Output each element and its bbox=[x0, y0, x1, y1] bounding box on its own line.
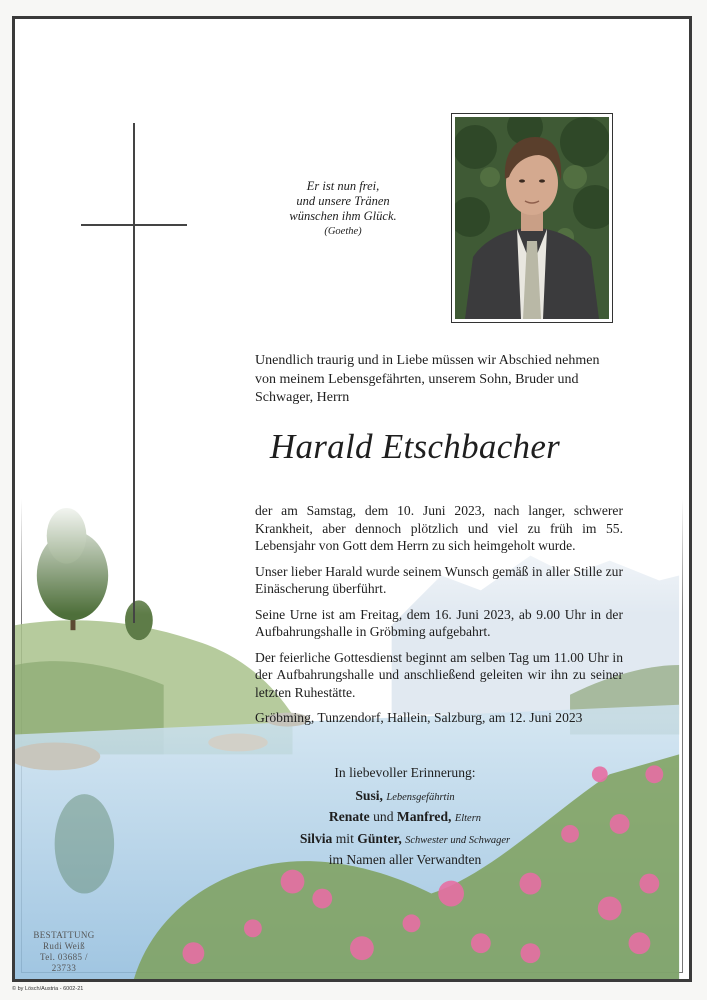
announcement-body bbox=[255, 502, 623, 735]
cross-vertical bbox=[133, 123, 135, 623]
paragraph-cremation: Unser lieber Harald wurde seinem Wunsch gemäß in aller Stille zur Einäscherung überführt. bbox=[255, 563, 623, 596]
mourner-3-role: Schwester und Schwager bbox=[405, 834, 511, 846]
mourner-2-name1: Renate bbox=[328, 809, 370, 824]
mourner-1-name: Susi, bbox=[355, 787, 383, 803]
mourner-3 bbox=[255, 829, 555, 851]
mourner-3-name2: Günter, bbox=[357, 830, 402, 846]
remembrance-section bbox=[255, 763, 555, 870]
mourner-3-name1: Silvia bbox=[299, 830, 333, 846]
undertaker-stamp bbox=[29, 930, 99, 974]
obituary-card bbox=[12, 16, 692, 982]
copyright-note: © by Lösch/Austria - 6002-21 bbox=[12, 986, 84, 992]
portrait-photo bbox=[451, 113, 613, 323]
mourner-2-name2: Manfred, bbox=[396, 809, 452, 824]
undertaker-line-2: Rudi Weiß bbox=[43, 941, 85, 951]
mourner-2-role: Eltern bbox=[454, 813, 482, 824]
quote-line-3: wünschen ihm Glück. bbox=[289, 209, 397, 223]
remembrance-closing: im Namen aller Verwandten bbox=[328, 852, 482, 867]
intro-text: Unendlich traurig und in Liebe müssen wir Abschied nehmen von meinem Lebensgefährten, unserem Sohn, Bruder und Schwager, Herrn bbox=[255, 353, 600, 405]
quote-line-2: und unsere Tränen bbox=[296, 194, 390, 208]
paragraph-service: Der feierliche Gottesdienst beginnt am selben Tag um 11.00 Uhr in der Aufbahrungshalle und anschließend geleiten wir ihn zu seiner letzten Ruhestätte. bbox=[255, 649, 623, 700]
mourner-2 bbox=[255, 807, 555, 829]
undertaker-line-3: Tel. 03685 / 23733 bbox=[40, 952, 88, 973]
mourner-1-role: Lebensgefährtin bbox=[386, 791, 455, 803]
mourner-3-connector: mit bbox=[335, 830, 354, 846]
remembrance-heading: In liebevoller Erinnerung: bbox=[334, 765, 476, 780]
cross-horizontal bbox=[81, 224, 187, 226]
mourner-2-connector: und bbox=[373, 809, 394, 824]
goethe-quote bbox=[263, 179, 423, 239]
quote-author: (Goethe) bbox=[324, 226, 362, 237]
paragraph-urn: Seine Urne ist am Freitag, dem 16. Juni 2023, ab 9.00 Uhr in der Aufbahrungshalle in Gröbming aufgebahrt. bbox=[255, 606, 623, 639]
mourner-1 bbox=[255, 786, 555, 808]
portrait-image bbox=[455, 117, 609, 319]
undertaker-line-1: BESTATTUNG bbox=[33, 930, 95, 940]
paragraph-death: der am Samstag, dem 10. Juni 2023, nach langer, schwerer Krankheit, aber dennoch plötzlich und viel zu früh im 55. Lebensjahr von Gott dem Herrn zu sich heimgeholt wurde. bbox=[255, 503, 623, 553]
place-date: Gröbming, Tunzendorf, Hallein, Salzburg, am 12. Juni 2023 bbox=[255, 710, 583, 725]
deceased-name: Harald Etschbacher bbox=[269, 427, 561, 466]
quote-line-1: Er ist nun frei, bbox=[306, 179, 380, 193]
